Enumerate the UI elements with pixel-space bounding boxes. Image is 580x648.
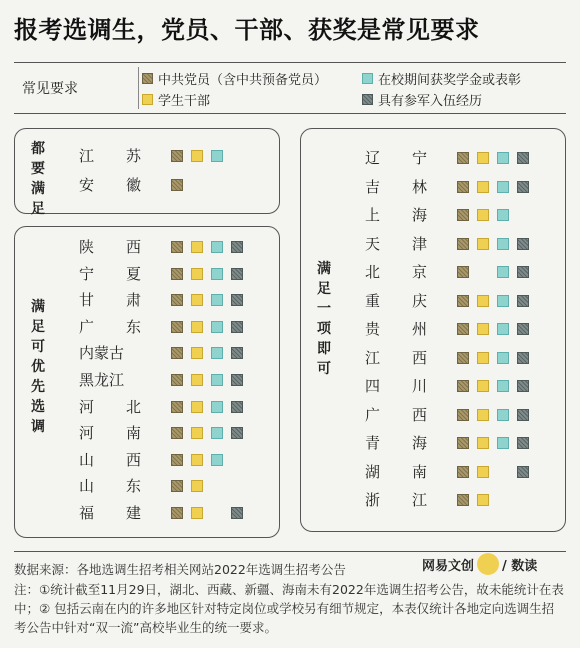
party-mark [457, 238, 469, 250]
province-label: 青 海 [365, 434, 427, 452]
province-label: 辽 宁 [365, 149, 427, 167]
province-label: 重 庆 [365, 291, 427, 310]
province-label: 安 徽 [79, 176, 141, 194]
award-mark [211, 401, 223, 413]
party-mark [171, 179, 183, 191]
award-mark [497, 209, 509, 221]
table-row [15, 344, 279, 362]
province-label: 浙 江 [365, 491, 427, 509]
province-label: 陕 西 [79, 238, 141, 256]
party-mark [457, 409, 469, 421]
cadre-mark [191, 241, 203, 253]
table-row [301, 377, 565, 395]
military-mark [517, 409, 529, 421]
table-row [15, 477, 279, 495]
party-mark [457, 466, 469, 478]
province-label: 北 京 [365, 263, 427, 281]
table-row [301, 463, 565, 481]
legend-label-party: 中共党员（含中共预备党员） [158, 73, 328, 88]
province-label: 广 东 [79, 317, 141, 336]
military-mark [231, 427, 243, 439]
military-mark [231, 347, 243, 359]
legend-item-party [142, 69, 327, 88]
military-mark [517, 352, 529, 364]
province-label: 贵 州 [365, 320, 427, 338]
table-row [301, 206, 565, 224]
page-title: 报考选调生，党员、干部、获奖是常见要求 [14, 16, 480, 44]
data-source: 数据来源：各地选调生招考相关网站2022年选调生招考公告 [14, 562, 346, 577]
cadre-mark [477, 323, 489, 335]
cadre-mark [477, 466, 489, 478]
party-mark [171, 268, 183, 280]
province-label: 湖 南 [365, 462, 427, 481]
award-mark [497, 295, 509, 307]
cadre-mark [477, 209, 489, 221]
party-mark [171, 507, 183, 519]
table-row [301, 491, 565, 509]
party-mark [457, 209, 469, 221]
table-row [301, 349, 565, 367]
party-mark [171, 374, 183, 386]
table-row [301, 263, 565, 281]
province-label: 福 建 [79, 504, 141, 522]
brand-name-2: / 数读 [502, 558, 538, 574]
table-row [15, 176, 279, 194]
cadre-mark [191, 347, 203, 359]
party-mark [457, 181, 469, 193]
table-row [15, 291, 279, 309]
military-mark [231, 507, 243, 519]
province-label: 内蒙古 [79, 344, 125, 363]
table-row [301, 406, 565, 424]
province-label: 河 北 [79, 397, 141, 416]
table-row [301, 178, 565, 196]
award-mark [211, 374, 223, 386]
table-row [301, 434, 565, 452]
award-mark [497, 152, 509, 164]
award-mark [211, 321, 223, 333]
table-row [301, 292, 565, 310]
cadre-mark [477, 238, 489, 250]
table-row [15, 451, 279, 469]
province-label: 上 海 [365, 206, 427, 224]
award-mark [211, 454, 223, 466]
province-label: 河 南 [79, 424, 141, 443]
award-mark [211, 427, 223, 439]
province-label: 山 西 [79, 450, 141, 469]
cadre-mark [477, 181, 489, 193]
party-mark [457, 352, 469, 364]
party-mark [457, 295, 469, 307]
award-mark [497, 437, 509, 449]
award-mark [211, 150, 223, 162]
award-mark [497, 266, 509, 278]
table-row [15, 424, 279, 442]
military-mark [517, 380, 529, 392]
military-mark [517, 323, 529, 335]
party-mark [171, 150, 183, 162]
party-mark [457, 323, 469, 335]
legend-label-award: 在校期间获奖学金或表彰 [378, 73, 522, 88]
military-mark [517, 152, 529, 164]
panel-any-one [300, 128, 566, 532]
party-swatch-icon [142, 73, 153, 84]
award-mark [211, 347, 223, 359]
military-mark [517, 295, 529, 307]
military-mark [231, 294, 243, 306]
province-label: 四 川 [365, 377, 427, 395]
province-label: 天 津 [365, 234, 427, 253]
group-label: 都要满足 [31, 141, 45, 217]
military-mark [517, 238, 529, 250]
panel-priority [14, 226, 280, 538]
group-label: 满足一项即可 [317, 261, 331, 377]
party-mark [171, 347, 183, 359]
cadre-mark [477, 295, 489, 307]
footnote: 注：①统计截至11月29日，湖北、西藏、新疆、海南未有2022年选调生招考公告，故未能统计在表中；② 包括云南在内的许多地区针对特定岗位或学校另有细节规定，本表仅统计各地定向选调生招考公告中针对“双一流”高校毕业生的统一要求。 [14, 582, 564, 635]
award-mark [211, 241, 223, 253]
brand-logo [422, 553, 537, 575]
table-row [15, 147, 279, 165]
military-mark [517, 466, 529, 478]
table-row [15, 398, 279, 416]
party-mark [171, 321, 183, 333]
table-row [15, 371, 279, 389]
legend-label-military: 具有参军入伍经历 [378, 94, 483, 109]
legend-item-award [362, 69, 521, 88]
province-label: 江 西 [365, 348, 427, 367]
legend [14, 62, 566, 114]
award-mark [497, 409, 509, 421]
military-mark [231, 401, 243, 413]
party-mark [171, 427, 183, 439]
group-label: 满足可优先选调 [31, 299, 45, 435]
cadre-mark [477, 409, 489, 421]
military-mark [231, 321, 243, 333]
table-row [15, 504, 279, 522]
award-mark [497, 352, 509, 364]
province-label: 山 东 [79, 477, 141, 496]
military-mark [517, 437, 529, 449]
table-row [301, 320, 565, 338]
legend-item-military [362, 90, 482, 109]
party-mark [171, 454, 183, 466]
legend-divider [138, 67, 139, 109]
province-label: 宁 夏 [79, 264, 141, 283]
cadre-mark [477, 380, 489, 392]
cadre-mark [191, 427, 203, 439]
military-mark [517, 181, 529, 193]
table-row [15, 238, 279, 256]
cadre-mark [191, 268, 203, 280]
table-row [15, 318, 279, 336]
cadre-mark [191, 294, 203, 306]
legend-item-cadre [142, 90, 210, 109]
cadre-mark [477, 437, 489, 449]
cadre-mark [191, 480, 203, 492]
party-mark [457, 437, 469, 449]
military-mark [231, 374, 243, 386]
province-label: 甘 肃 [79, 291, 141, 310]
party-mark [171, 401, 183, 413]
award-mark [497, 238, 509, 250]
party-mark [457, 266, 469, 278]
award-mark [497, 380, 509, 392]
party-mark [457, 380, 469, 392]
cadre-mark [477, 152, 489, 164]
party-mark [457, 152, 469, 164]
legend-label-cadre: 学生干部 [158, 94, 211, 109]
table-row [15, 265, 279, 283]
party-mark [457, 494, 469, 506]
award-mark [497, 181, 509, 193]
cadre-mark [191, 454, 203, 466]
province-label: 黑龙江 [79, 371, 125, 389]
award-mark [211, 268, 223, 280]
province-label: 吉 林 [365, 177, 427, 196]
military-mark [231, 268, 243, 280]
cadre-mark [191, 507, 203, 519]
table-row [301, 235, 565, 253]
military-mark [517, 266, 529, 278]
cadre-mark [191, 321, 203, 333]
award-mark [211, 294, 223, 306]
award-swatch-icon [362, 73, 373, 84]
cadre-mark [191, 374, 203, 386]
brand-name: 网易文创 [422, 558, 475, 574]
military-mark [231, 241, 243, 253]
province-label: 江 苏 [79, 147, 141, 165]
cadre-mark [191, 401, 203, 413]
cadre-swatch-icon [142, 94, 153, 105]
province-label: 广 西 [365, 405, 427, 424]
panel-must-meet-all [14, 128, 280, 217]
cadre-mark [477, 352, 489, 364]
table-row [301, 149, 565, 167]
military-swatch-icon [362, 94, 373, 105]
cadre-mark [477, 494, 489, 506]
legend-title: 常见要求 [22, 81, 78, 97]
brand-dot-icon [477, 553, 499, 575]
party-mark [171, 294, 183, 306]
award-mark [497, 323, 509, 335]
party-mark [171, 241, 183, 253]
party-mark [171, 480, 183, 492]
cadre-mark [191, 150, 203, 162]
